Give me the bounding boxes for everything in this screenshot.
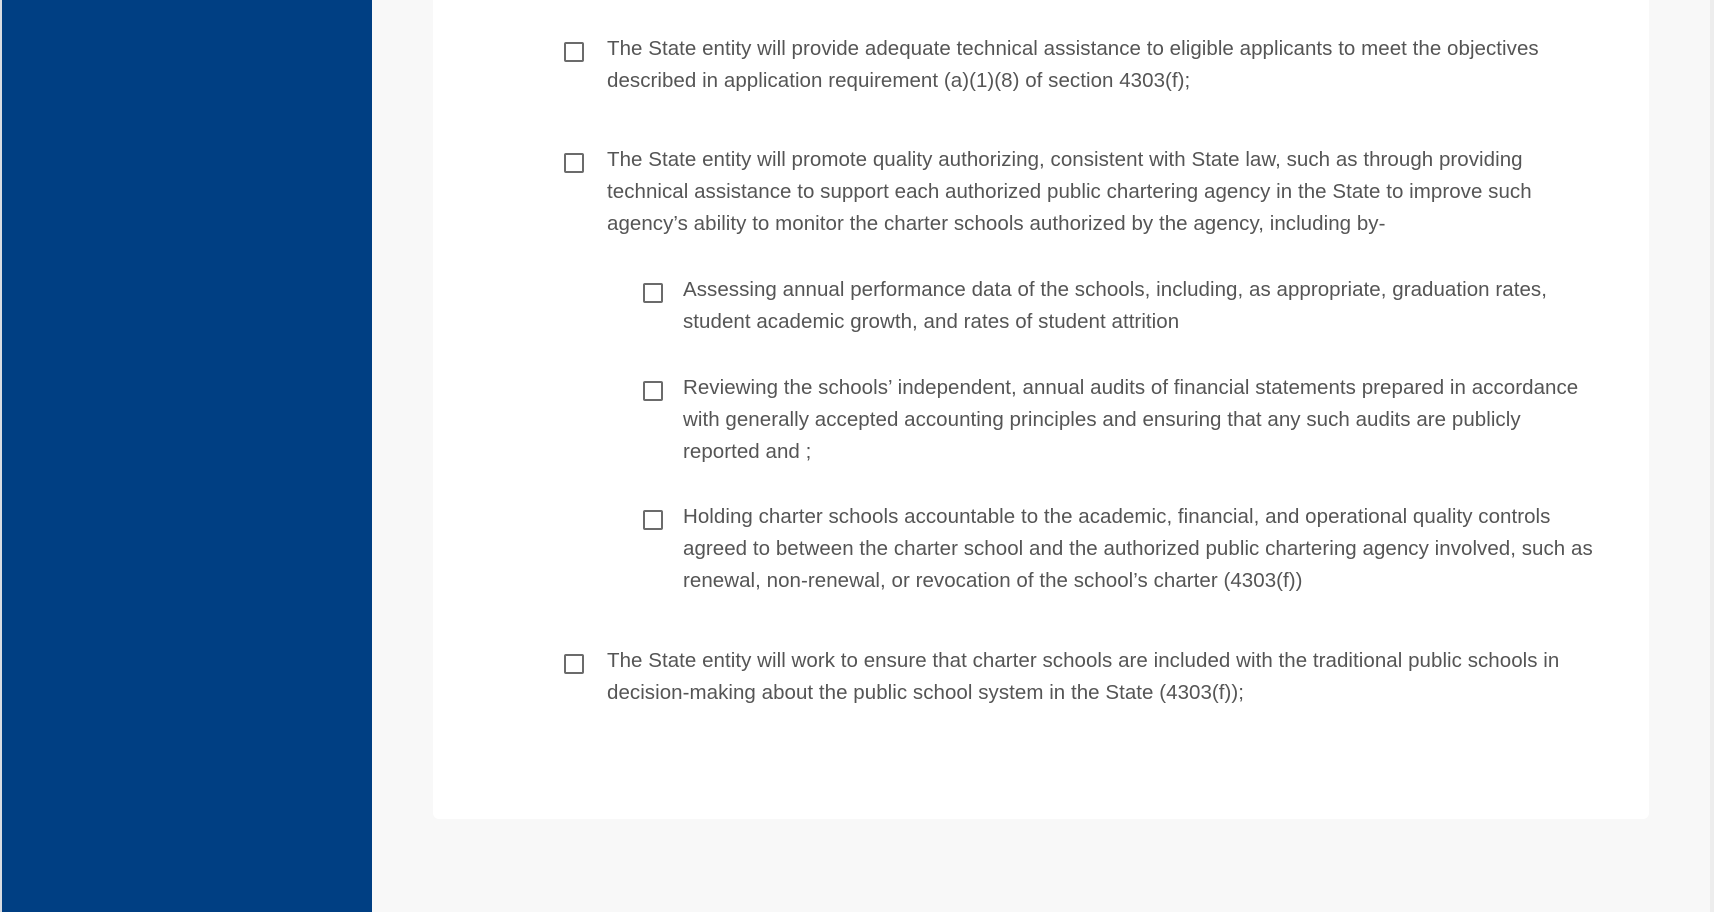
sub-item-text: Assessing annual performance data of the schools, including, as appropriate, graduation rates, student academic growth, and rates of student attrition <box>683 278 1547 333</box>
assurance-checkbox[interactable] <box>564 42 584 62</box>
main-content <box>372 0 1714 912</box>
assurance-item-technical-assistance <box>564 33 1624 97</box>
assurance-text: The State entity will provide adequate technical assistance to eligible applicants to meet the objectives described in application requirement (a)(1)(8) of section 4303(f); <box>607 37 1539 92</box>
assurance-text: The State entity will promote quality authorizing, consistent with State law, such as through providing technical assistance to support each authorized public chartering agency in the State to improve such agency’s ability to monitor the charter schools authorized by the agency, including by- <box>607 148 1532 235</box>
sub-item-checkbox[interactable] <box>643 283 663 303</box>
assurance-text: The State entity will work to ensure that charter schools are included with the traditional public schools in decision-making about the public school system in the State (4303(f)); <box>607 649 1560 704</box>
assurance-checkbox[interactable] <box>564 654 584 674</box>
scrollbar-track[interactable] <box>1710 0 1714 912</box>
assurance-checkbox[interactable] <box>564 153 584 173</box>
sub-item-text: Reviewing the schools’ independent, annual audits of financial statements prepared in accordance with generally accepted accounting principles and ensuring that any such audits are publicly reported and ; <box>683 376 1579 463</box>
sub-item-accountability <box>643 501 1603 597</box>
assurances-card <box>433 0 1649 819</box>
assurance-item-decision-making <box>564 645 1644 709</box>
sub-item-checkbox[interactable] <box>643 510 663 530</box>
sub-item-financial-audits <box>643 372 1603 468</box>
sub-item-checkbox[interactable] <box>643 381 663 401</box>
sub-item-text: Holding charter schools accountable to the academic, financial, and operational quality controls agreed to between the charter school and the authorized public chartering agency involved, such as renewal, non-renewal, or revocation of the school’s charter (4303(f)) <box>683 505 1593 592</box>
sub-item-performance-data <box>643 274 1603 338</box>
assurance-item-quality-authorizing <box>564 144 1604 240</box>
sidebar <box>0 0 372 912</box>
